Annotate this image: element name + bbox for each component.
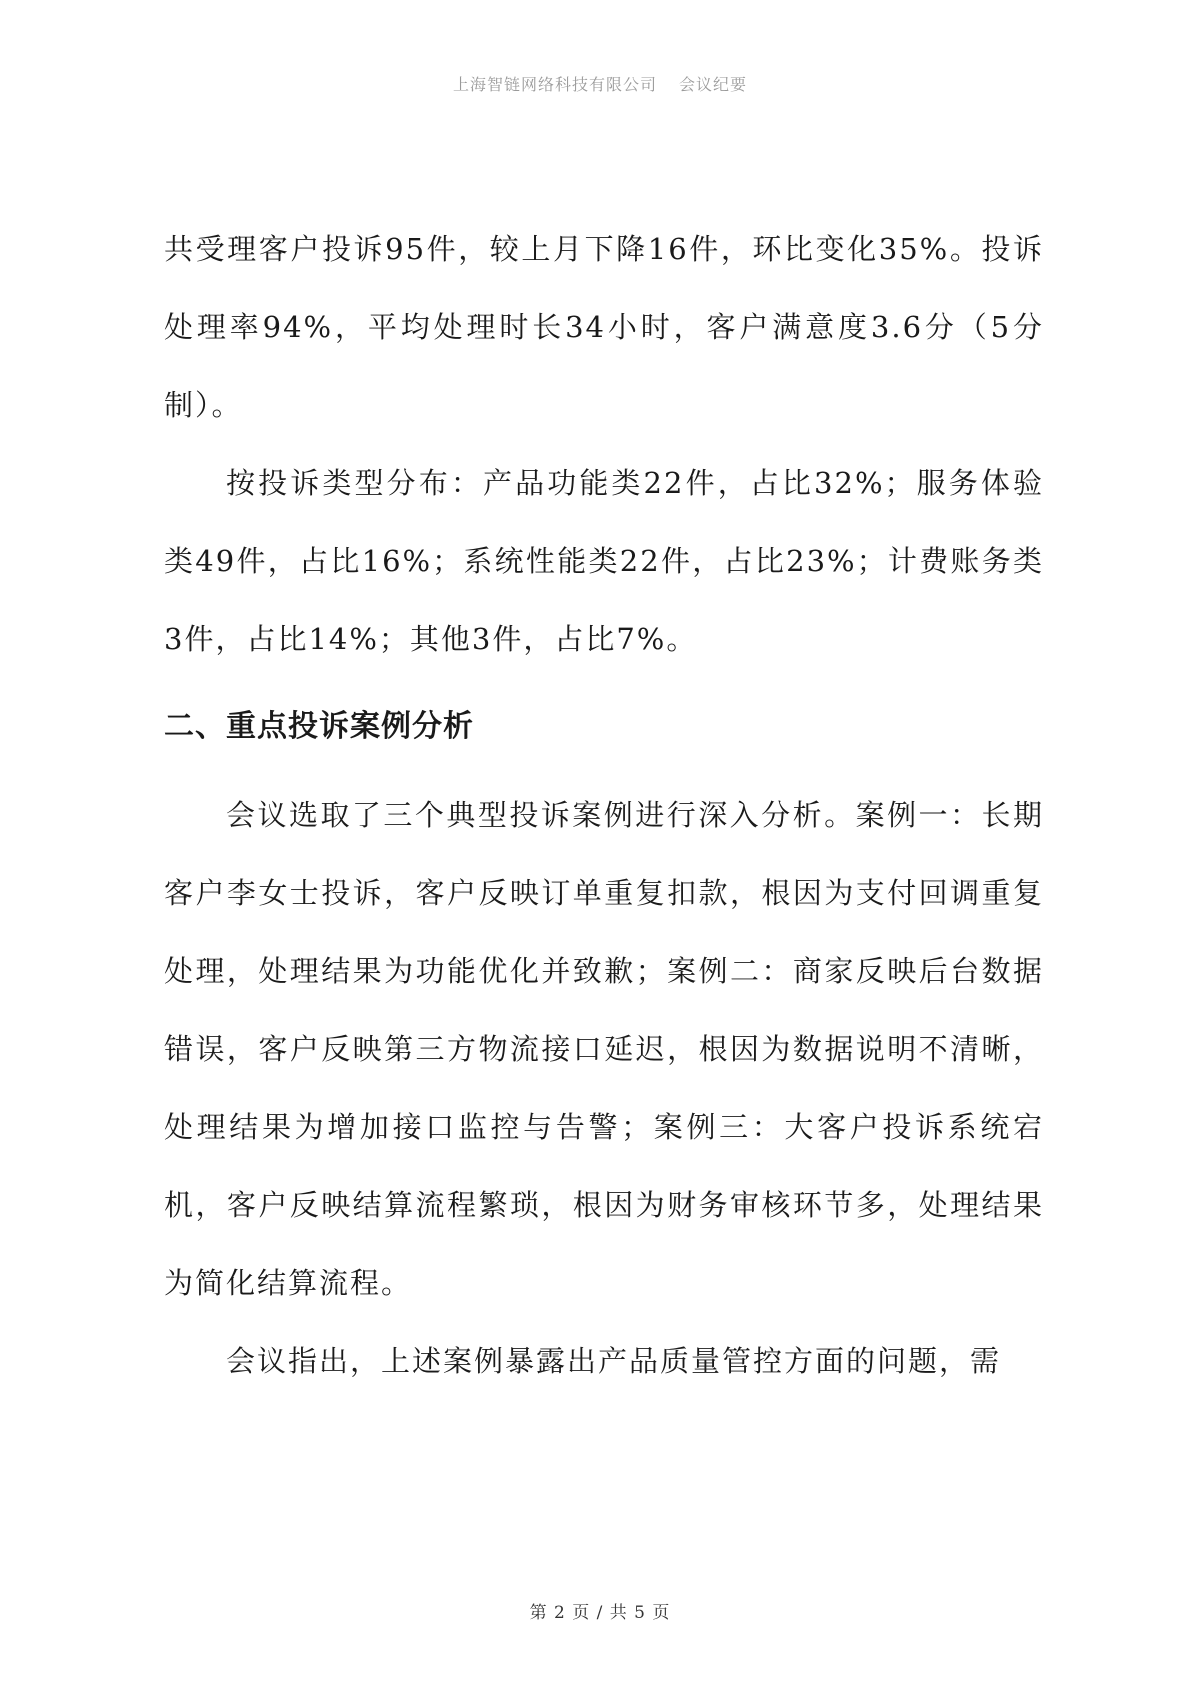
spacer	[164, 678, 1044, 686]
document-body	[164, 210, 1044, 1400]
paragraph-case-details: 会议选取了三个典型投诉案例进行深入分析。案例一：长期客户李女士投诉，客户反映订单重复扣款，根因为支付回调重复处理，处理结果为功能优化并致歉；案例二：商家反映后台数据错误，客户反映第三方物流接口延迟，根因为数据说明不清晰，处理结果为增加接口监控与告警；案例三：大客户投诉系统宕机，客户反映结算流程繁琐，根因为财务审核环节多，处理结果为简化结算流程。	[164, 798, 1044, 1300]
header-company: 上海智链网络科技有限公司	[452, 75, 657, 94]
section-heading-case-analysis: 二、重点投诉案例分析	[164, 709, 474, 744]
paragraph-complaint-summary: 共受理客户投诉95件，较上月下降16件，环比变化35%。投诉处理率94%，平均处理时长34小时，客户满意度3.6分（5分制）。	[164, 232, 1044, 422]
paragraph-complaint-types: 按投诉类型分布：产品功能类22件，占比32%；服务体验类49件，占比16%；系统性能类22件，占比23%；计费账务类3件，占比14%；其他3件，占比7%。	[164, 466, 1044, 656]
running-header	[0, 72, 1200, 95]
paragraph-meeting-conclusion: 会议指出，上述案例暴露出产品质量管控方面的问题，需	[226, 1344, 1002, 1378]
header-doc-type: 会议纪要	[679, 75, 748, 94]
page-number: 第 2 页 / 共 5 页	[529, 1603, 671, 1623]
